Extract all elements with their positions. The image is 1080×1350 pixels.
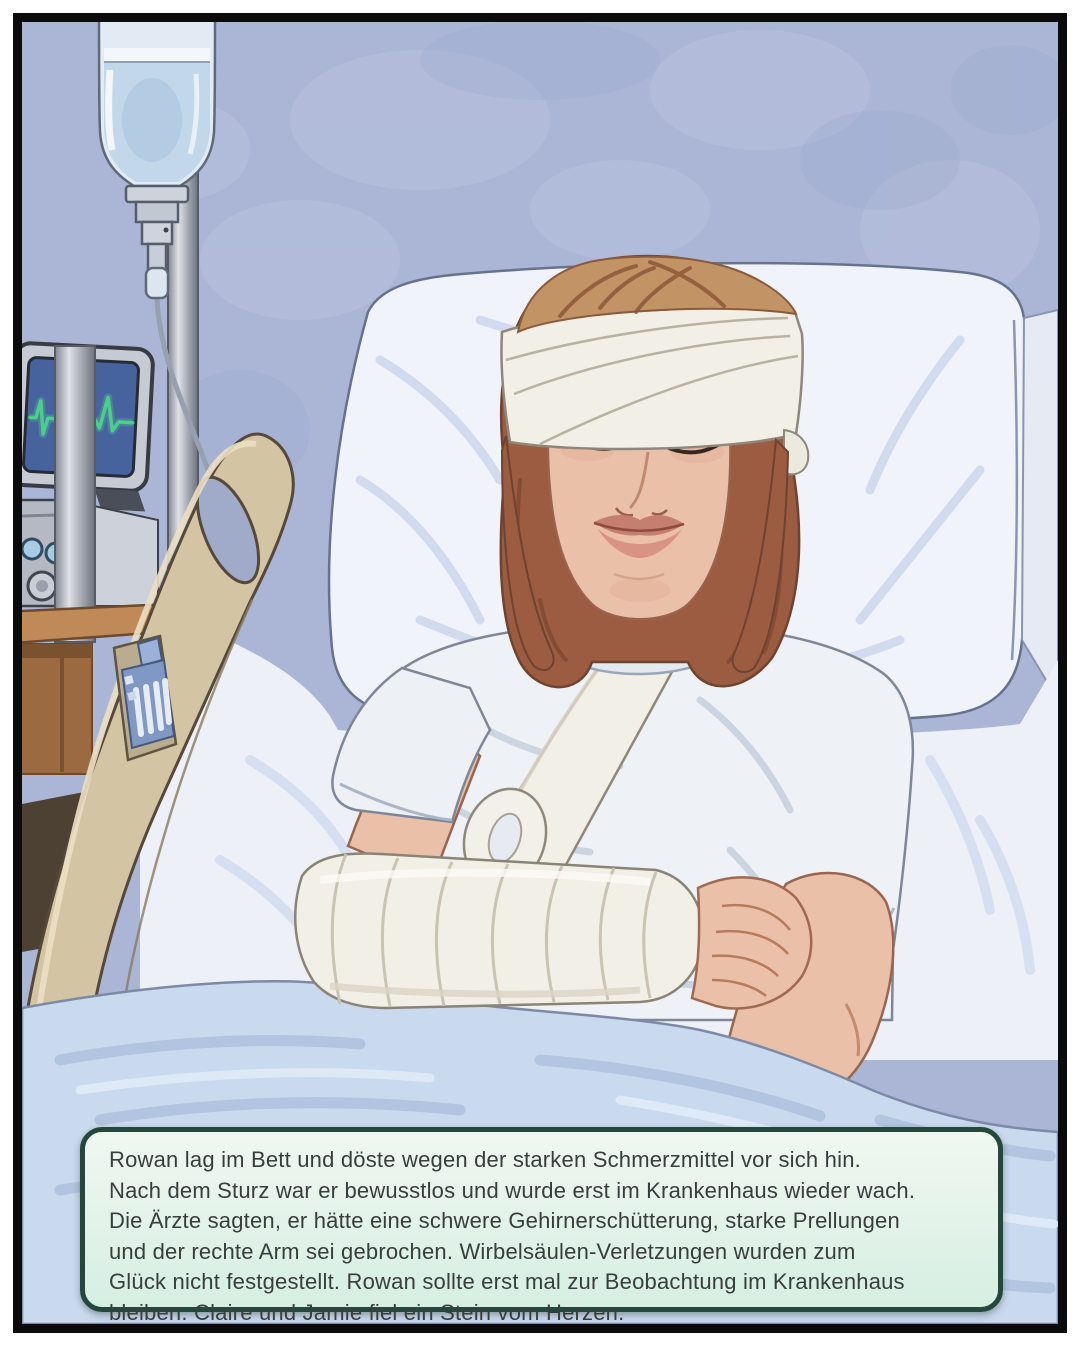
iv-drip-chamber bbox=[146, 268, 168, 298]
caption-box bbox=[80, 1127, 1003, 1325]
caption-line: und der rechte Arm sei gebrochen. Wirbelsäulen-Verletzungen wurden zum bbox=[109, 1238, 856, 1264]
mattress-edge bbox=[1022, 310, 1058, 700]
machine-button-left bbox=[22, 539, 42, 559]
caption-line: Rowan lag im Bett und döste wegen der starken Schmerzmittel vor sich hin. bbox=[109, 1147, 861, 1172]
monitor-stand-pole bbox=[55, 346, 95, 642]
caption-line: Die Ärzte sagten, er hätte eine schwere Gehirnerschütterung, starke Prellungen bbox=[109, 1208, 900, 1233]
caption-line: Nach dem Sturz war er bewusstlos und wurde erst im Krankenhaus wieder wach. bbox=[109, 1177, 916, 1203]
iv-drip-regulator bbox=[142, 222, 172, 244]
caption-line: Glück nicht festgestellt. Rowan sollte erst mal zur Beobachtung im Krankenhaus bbox=[109, 1269, 905, 1294]
caption-line: bleiben. Claire und Jamie fiel ein Stein vom Herzen. bbox=[109, 1299, 625, 1325]
arm-cast bbox=[295, 854, 703, 1008]
